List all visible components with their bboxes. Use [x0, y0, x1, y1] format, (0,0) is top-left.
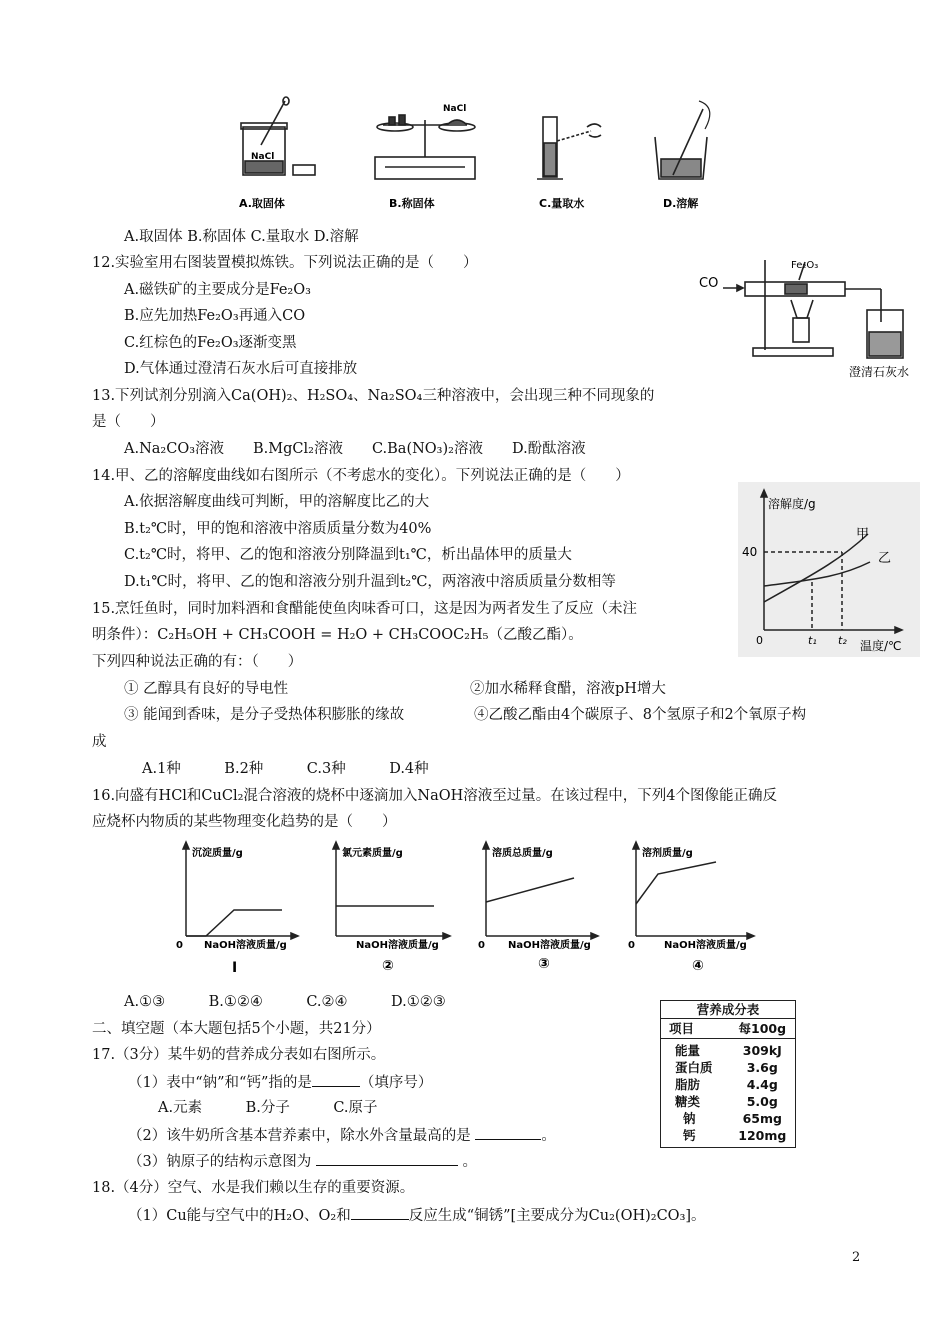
q12-option-b: B.应先加热Fe₂O₃再通入CO [124, 308, 306, 324]
solubility-40-label: 40 [742, 545, 758, 559]
q12-option-d: D.气体通过澄清石灰水后可直接排放 [124, 361, 358, 377]
nutrition-table [660, 1000, 796, 1148]
q17-part-1-suffix: （填序号） [359, 1075, 433, 1091]
curve-yi-label: 乙 [878, 551, 892, 566]
fig-fe2o3-label: Fe₂O₃ [791, 260, 819, 271]
q12-option-c: C.红棕色的Fe₂O₃逐渐变黑 [124, 335, 297, 351]
q15-line-2: 明条件）：C₂H₅OH + CH₃COOH = H₂O + CH₃COOC₂H₅（乙酸乙酯）。 [92, 627, 583, 643]
page-number: 2 [852, 1250, 861, 1265]
q17-part-3 [128, 1151, 477, 1172]
q17-part-3-suffix: 。 [462, 1154, 477, 1170]
section-2-heading: 二、填空题（本大题包括5个小题，共21分） [92, 1021, 381, 1037]
nutrition-head-per100g: 每100g [738, 1021, 787, 1036]
nutrition-head-item: 项目 [669, 1021, 695, 1036]
graph3-ylabel: 溶质总质量/g [492, 848, 553, 859]
caption-b: B.称固体 [389, 197, 435, 210]
q14-option-c: C.t₂℃时，将甲、乙的饱和溶液分别降温到t₁℃，析出晶体甲的质量大 [124, 547, 572, 563]
beaker-drawing [655, 101, 710, 179]
q17-answer-blank-2[interactable] [475, 1125, 541, 1140]
q18-part-1-text: （1）Cu能与空气中的H₂O、O₂和 [128, 1208, 351, 1224]
q17-part-2-suffix: 。 [541, 1128, 556, 1144]
q14-option-b: B.t₂℃时，甲的饱和溶液中溶质质量分数为40% [124, 521, 432, 537]
lab-operations-figure [225, 95, 735, 220]
nutrition-row-value: 4.4g [746, 1077, 778, 1092]
iron-smelting-apparatus [695, 240, 920, 380]
q15-options: A.1种 B.2种 C.3种 D.4种 [142, 761, 429, 777]
nutrition-row-value: 65mg [742, 1111, 782, 1126]
q15-statement-2: ②加水稀释食醋，溶液pH增大 [470, 681, 666, 697]
nutrition-row-name: 蛋白质 [675, 1060, 713, 1075]
graph3-xlabel: NaOH溶液质量/g [508, 940, 591, 951]
q13-stem-2: 是（ ） [92, 414, 165, 430]
q17-part-2-text: （2）该牛奶所含基本营养素中，除水外含量最高的是 [128, 1128, 471, 1144]
graph2-ylabel: 氯元素质量/g [342, 848, 403, 859]
nutrition-row-name: 钙 [683, 1128, 696, 1143]
jar-label: NaCl [251, 152, 275, 162]
q14-option-a: A.依据溶解度曲线可判断，甲的溶解度比乙的大 [124, 494, 430, 510]
nutrition-row-name: 钠 [683, 1111, 696, 1126]
q17-part-1 [128, 1072, 432, 1093]
q16-options: A.①③ B.①②④ C.②④ D.①②③ [124, 994, 446, 1010]
nutrition-row-name: 脂肪 [675, 1077, 701, 1092]
q12-stem: 12.实验室用右图装置模拟炼铁。下列说法正确的是（ ） [92, 255, 478, 271]
q11-options: A.取固体 B.称固体 C.量取水 D.溶解 [124, 229, 359, 245]
q17-part-3-text: （3）钠原子的结构示意图为 [128, 1154, 312, 1170]
graph3-origin: 0 [478, 940, 485, 951]
q17-part-1-options: A.元素 B.分子 C.原子 [158, 1100, 378, 1116]
graph1-ylabel: 沉淀质量/g [192, 848, 243, 859]
graph1-xlabel: NaOH溶液质量/g [204, 940, 287, 951]
graph1-origin: 0 [176, 940, 183, 951]
caption-d: D.溶解 [663, 197, 699, 210]
solubility-origin: 0 [756, 634, 763, 647]
q15-statement-4: ④乙酸乙酯由4个碳原子、8个氢原子和2个氧原子构 [474, 707, 807, 723]
q18-stem: 18.（4分）空气、水是我们赖以生存的重要资源。 [92, 1180, 415, 1196]
q12-option-a: A.磁铁矿的主要成分是Fe₂O₃ [124, 282, 311, 298]
graph2-number: ② [382, 958, 394, 974]
q16-line-1: 16.向盛有HCl和CuCl₂混合溶液的烧杯中逐滴加入NaOH溶液至过量。在该过程中，下列4个图像能正确反 [92, 788, 778, 804]
nutrition-row-name: 糖类 [675, 1094, 701, 1109]
solubility-t1: t₁ [808, 634, 817, 647]
nutrition-row-value: 120mg [738, 1128, 787, 1143]
solubility-ylabel: 溶解度/g [768, 497, 816, 511]
caption-c: C.量取水 [539, 197, 585, 210]
caption-a: A.取固体 [239, 197, 285, 210]
q17-stem: 17.（3分）某牛奶的营养成分表如右图所示。 [92, 1047, 386, 1063]
graph4-number: ④ [692, 958, 704, 974]
graph4-origin: 0 [628, 940, 635, 951]
graph2-xlabel: NaOH溶液质量/g [356, 940, 439, 951]
balance-label: NaCl [443, 104, 467, 114]
fig-co-label: CO [699, 276, 719, 291]
graph1-number: Ⅰ [232, 960, 238, 976]
q15-statement-3: ③ 能闻到香味，是分子受热体积膨胀的缘故 [124, 707, 405, 723]
q17-part-1-text: （1）表中“钠”和“钙”指的是 [128, 1075, 312, 1091]
graph3-number: ③ [538, 956, 550, 972]
q18-answer-blank-1[interactable] [351, 1205, 409, 1220]
solubility-graph [738, 482, 920, 657]
q18-part-1-suffix: 反应生成“铜锈”[主要成分为Cu₂(OH)₂CO₃]。 [408, 1208, 706, 1224]
nutrition-rows [661, 1019, 795, 1147]
q13-options: A.Na₂CO₃溶液 B.MgCl₂溶液 C.Ba(NO₃)₂溶液 D.酚酞溶液 [124, 441, 586, 457]
nutrition-row-value: 5.0g [746, 1094, 778, 1109]
q14-stem: 14.甲、乙的溶解度曲线如右图所示（不考虑水的变化）。下列说法正确的是（ ） [92, 468, 630, 484]
q15-statement-4-cont: 成 [92, 734, 107, 750]
curve-jia-label: 甲 [856, 527, 870, 542]
q13-stem-1: 13.下列试剂分别滴入Ca(OH)₂、H₂SO₄、Na₂SO₄三种溶液中，会出现三种不同现象的 [92, 388, 655, 404]
nutrition-row-name: 能量 [675, 1043, 701, 1058]
solubility-t2: t₂ [838, 634, 847, 647]
q16-line-2: 应烧杯内物质的某些物理变化趋势的是（ ） [92, 814, 397, 830]
graduated-cylinder-drawing [537, 117, 601, 179]
q15-statement-1: ① 乙醇具有良好的导电性 [124, 681, 289, 697]
graph4-ylabel: 溶剂质量/g [642, 848, 693, 859]
q17-answer-blank-3[interactable] [316, 1151, 458, 1166]
reagent-jar-drawing [241, 97, 315, 175]
solubility-xlabel: 温度/℃ [860, 639, 902, 653]
q17-answer-blank-1[interactable] [312, 1072, 360, 1087]
q17-part-2 [128, 1125, 556, 1146]
graph4-xlabel: NaOH溶液质量/g [664, 940, 747, 951]
balance-drawing [375, 115, 475, 179]
fig-limewater-label: 澄清石灰水 [849, 365, 910, 379]
nutrition-row-value: 309kJ [742, 1043, 782, 1058]
q14-option-d: D.t₁℃时，将甲、乙的饱和溶液分别升温到t₂℃，两溶液中溶质质量分数相等 [124, 574, 616, 590]
q15-line-3: 下列四种说法正确的有：（ ） [92, 654, 303, 670]
nutrition-title: 营养成分表 [661, 1001, 795, 1019]
q15-line-1: 15.烹饪鱼时，同时加料酒和食醋能使鱼肉味香可口，这是因为两者发生了反应（未注 [92, 601, 638, 617]
q18-part-1 [128, 1205, 706, 1226]
nutrition-row-value: 3.6g [746, 1060, 778, 1075]
q16-graphs [170, 838, 780, 978]
